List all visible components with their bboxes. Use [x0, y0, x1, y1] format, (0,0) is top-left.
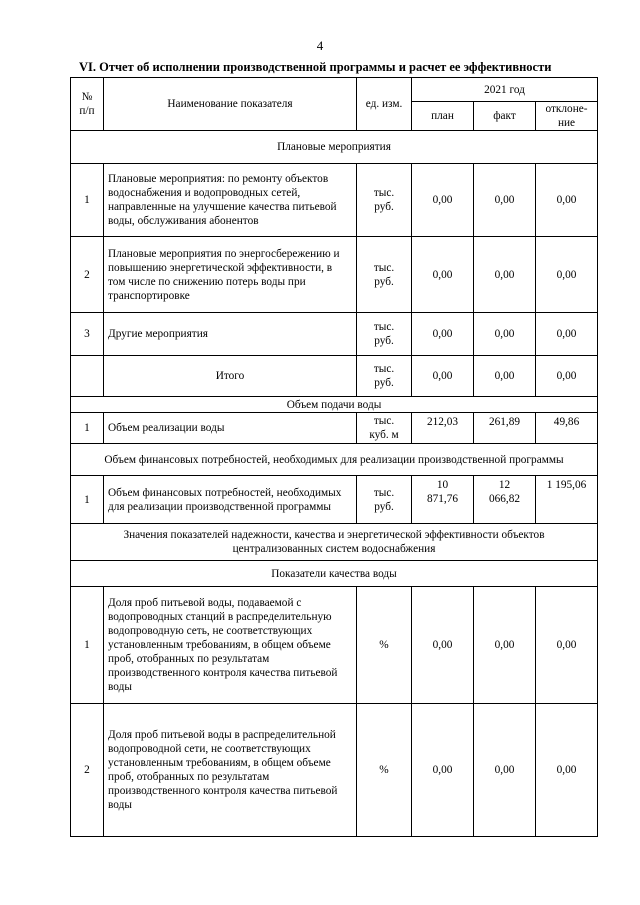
page-number: 4 — [316, 38, 324, 53]
row-name: Плановые мероприятия: по ремонту объектов водоснабжения и водопроводных сетей, направленные на улучшение качества питьевой воды, обслуживания абонентов — [104, 164, 357, 237]
header-plan: план — [412, 102, 474, 131]
table-row: 2 Плановые мероприятия по энергосбережению и повышению энергетической эффективности, в том числе по снижению потерь воды при транспортировке тыс. руб. 0,00 0,00 0,00 — [71, 237, 598, 313]
row-name: Другие мероприятия — [104, 313, 357, 356]
header-name: Наименование показателя — [104, 78, 357, 131]
section-title: VI. Отчет об исполнении производственной программы и расчет ее эффективности — [79, 60, 552, 74]
report-table — [70, 77, 598, 837]
total-row: Итого тыс. руб. 0,00 0,00 0,00 — [71, 356, 598, 397]
total-label: Итого — [104, 356, 357, 397]
header-fact: факт — [474, 102, 536, 131]
section-reliability: Значения показателей надежности, качества и энергетической эффективности объектов централизованных систем водоснабжения — [71, 524, 598, 561]
row-name: Доля проб питьевой воды, подаваемой с водопроводных станций в распределительную водопроводную сеть, не соответствующих установленным требованиям, в общем объеме проб, отобранных по результатам производственного контроля качества питьевой воды — [104, 587, 357, 704]
header-unit: ед. изм. — [357, 78, 412, 131]
table-row: 1 Доля проб питьевой воды, подаваемой с водопроводных станций в распределительную водопроводную сеть, не соответствующих установленным требованиям, в общем объеме проб, отобранных по результатам производственного контроля качества питьевой воды % 0,00 0,00 0,00 — [71, 587, 598, 704]
header-deviation: отклоне- ние — [536, 102, 598, 131]
section-quality: Показатели качества воды — [71, 561, 598, 587]
row-name: Объем финансовых потребностей, необходимых для реализации производственной программы — [104, 476, 357, 524]
row-name: Плановые мероприятия по энергосбережению и повышению энергетической эффективности, в том числе по снижению потерь воды при транспортировке — [104, 237, 357, 313]
section-planned: Плановые мероприятия — [71, 131, 598, 164]
header-num: № п/п — [71, 78, 104, 131]
table-row: 2 Доля проб питьевой воды в распределительной водопроводной сети, не соответствующих установленным требованиям, в общем объеме проб, отобранных по результатам производственного контроля качества питьевой воды % 0,00 0,00 0,00 — [71, 704, 598, 837]
table-row: 1 Объем финансовых потребностей, необходимых для реализации производственной программы тыс. руб. 10 871,76 12 066,82 1 195,06 — [71, 476, 598, 524]
header-year: 2021 год — [412, 78, 598, 102]
table-row: 1 Плановые мероприятия: по ремонту объектов водоснабжения и водопроводных сетей, направленные на улучшение качества питьевой воды, обслуживания абонентов тыс. руб. 0,00 0,00 0,00 — [71, 164, 598, 237]
table-row: 1 Объем реализации воды тыс. куб. м 212,03 261,89 49,86 — [71, 413, 598, 444]
row-name: Объем реализации воды — [104, 413, 357, 444]
section-finance: Объем финансовых потребностей, необходимых для реализации производственной программы — [71, 444, 598, 476]
table-row: 3 Другие мероприятия тыс. руб. 0,00 0,00 0,00 — [71, 313, 598, 356]
row-name: Доля проб питьевой воды в распределительной водопроводной сети, не соответствующих установленным требованиям, в общем объеме проб, отобранных по результатам производственного контроля качества питьевой воды — [104, 704, 357, 837]
section-supply: Объем подачи воды — [71, 397, 598, 413]
